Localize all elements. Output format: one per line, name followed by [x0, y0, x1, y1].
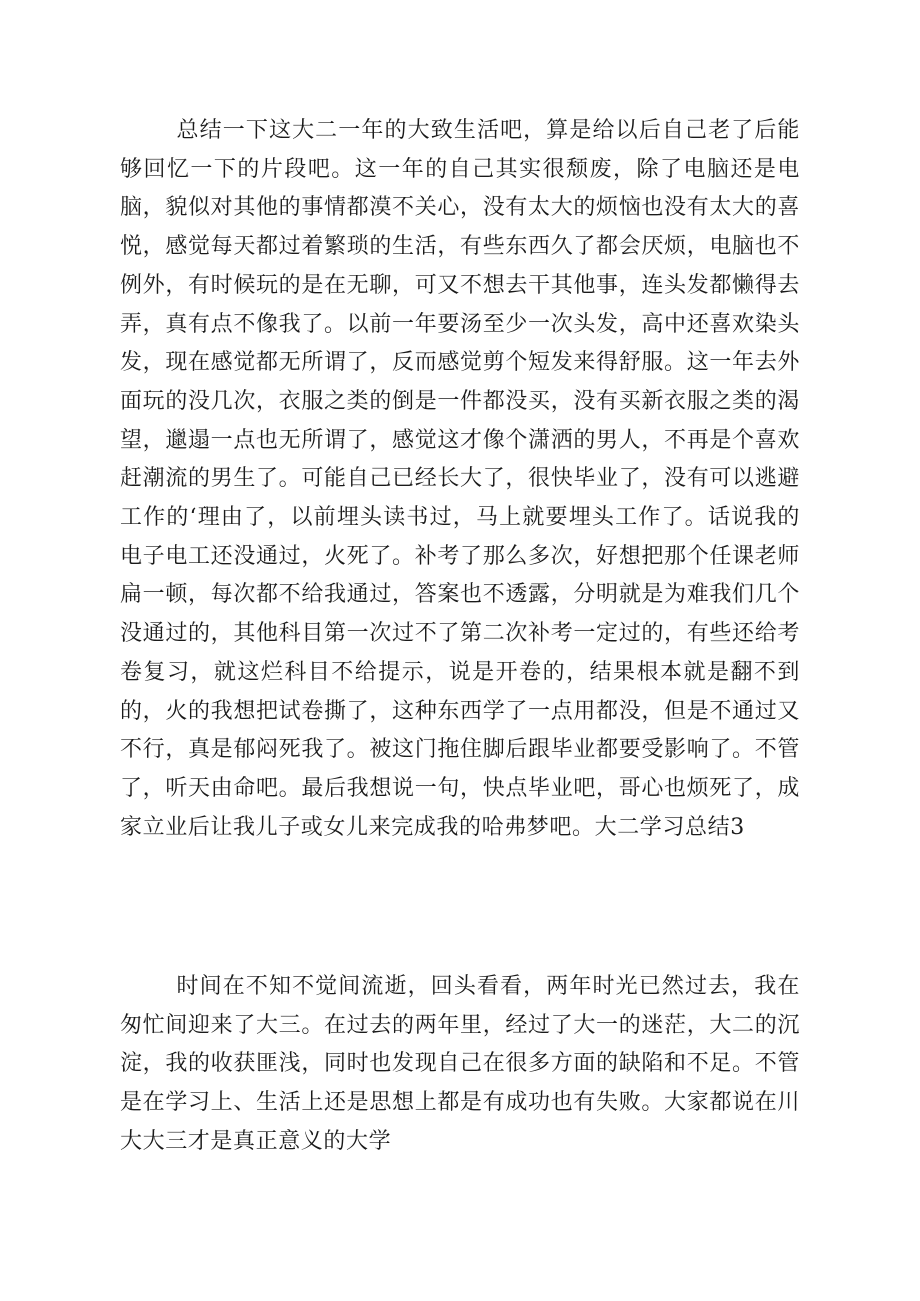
paragraph-2-text: 时间在不知不觉间流逝，回头看看，两年时光已然过去，我在匆忙间迎来了大三。在过去的两年里，经过了大一的迷茫，大二的沉淀，我的收获匪浅，同时也发现自己在很多方面的缺陷和不足。不管是在学习上、生活上还是思想上都是有成功也有失败。大家都说在川大大三才是真正意义的大学 [120, 974, 800, 1154]
paragraph-1-text: 总结一下这大二一年的大致生活吧，算是给以后自己老了后能够回忆一下的片段吧。这一年的自己其实很颓废，除了电脑还是电脑，貌似对其他的事情都漠不关心，没有太大的烦恼也没有太大的喜悦，感觉每天都过着繁琐的生活，有些东西久了都会厌烦，电脑也不例外，有时候玩的是在无聊，可又不想去干其他事，连头发都懒得去弄，真有点不像我了。以前一年要汤至少一次头发，高中还喜欢染头发，现在感觉都无所谓了，反而感觉剪个短发来得舒服。这一年去外面玩的没几次，衣服之类的倒是一件都没买，没有买新衣服之类的渴望，邋遢一点也无所谓了，感觉这才像个潇洒的男人，不再是个喜欢赶潮流的男生了。可能自己已经长大了，很快毕业了，没有可以逃避工作的‘理由了，以前埋头读书过，马上就要埋头工作了。话说我的电子电工还没通过，火死了。补考了那么多次，好想把那个任课老师扁一顿，每次都不给我通过，答案也不透露，分明就是为难我们几个没通过的，其他科目第一次过不了第二次补考一定过的，有些还给考卷复习，就这烂科目不给提示，说是开卷的，结果根本就是翻不到的，火的我想把试卷撕了，这种东西学了一点用都没，但是不通过又不行，真是郁闷死我了。被这门拖住脚后跟毕业都要受影响了。不管了，听天由命吧。最后我想说一句，快点毕业吧，哥心也烦死了，成家立业后让我儿子或女儿来完成我的哈弗梦吧。大二学习总结3 [120, 118, 800, 840]
paragraph-1 [120, 112, 800, 847]
paragraph-2 [120, 968, 800, 1162]
